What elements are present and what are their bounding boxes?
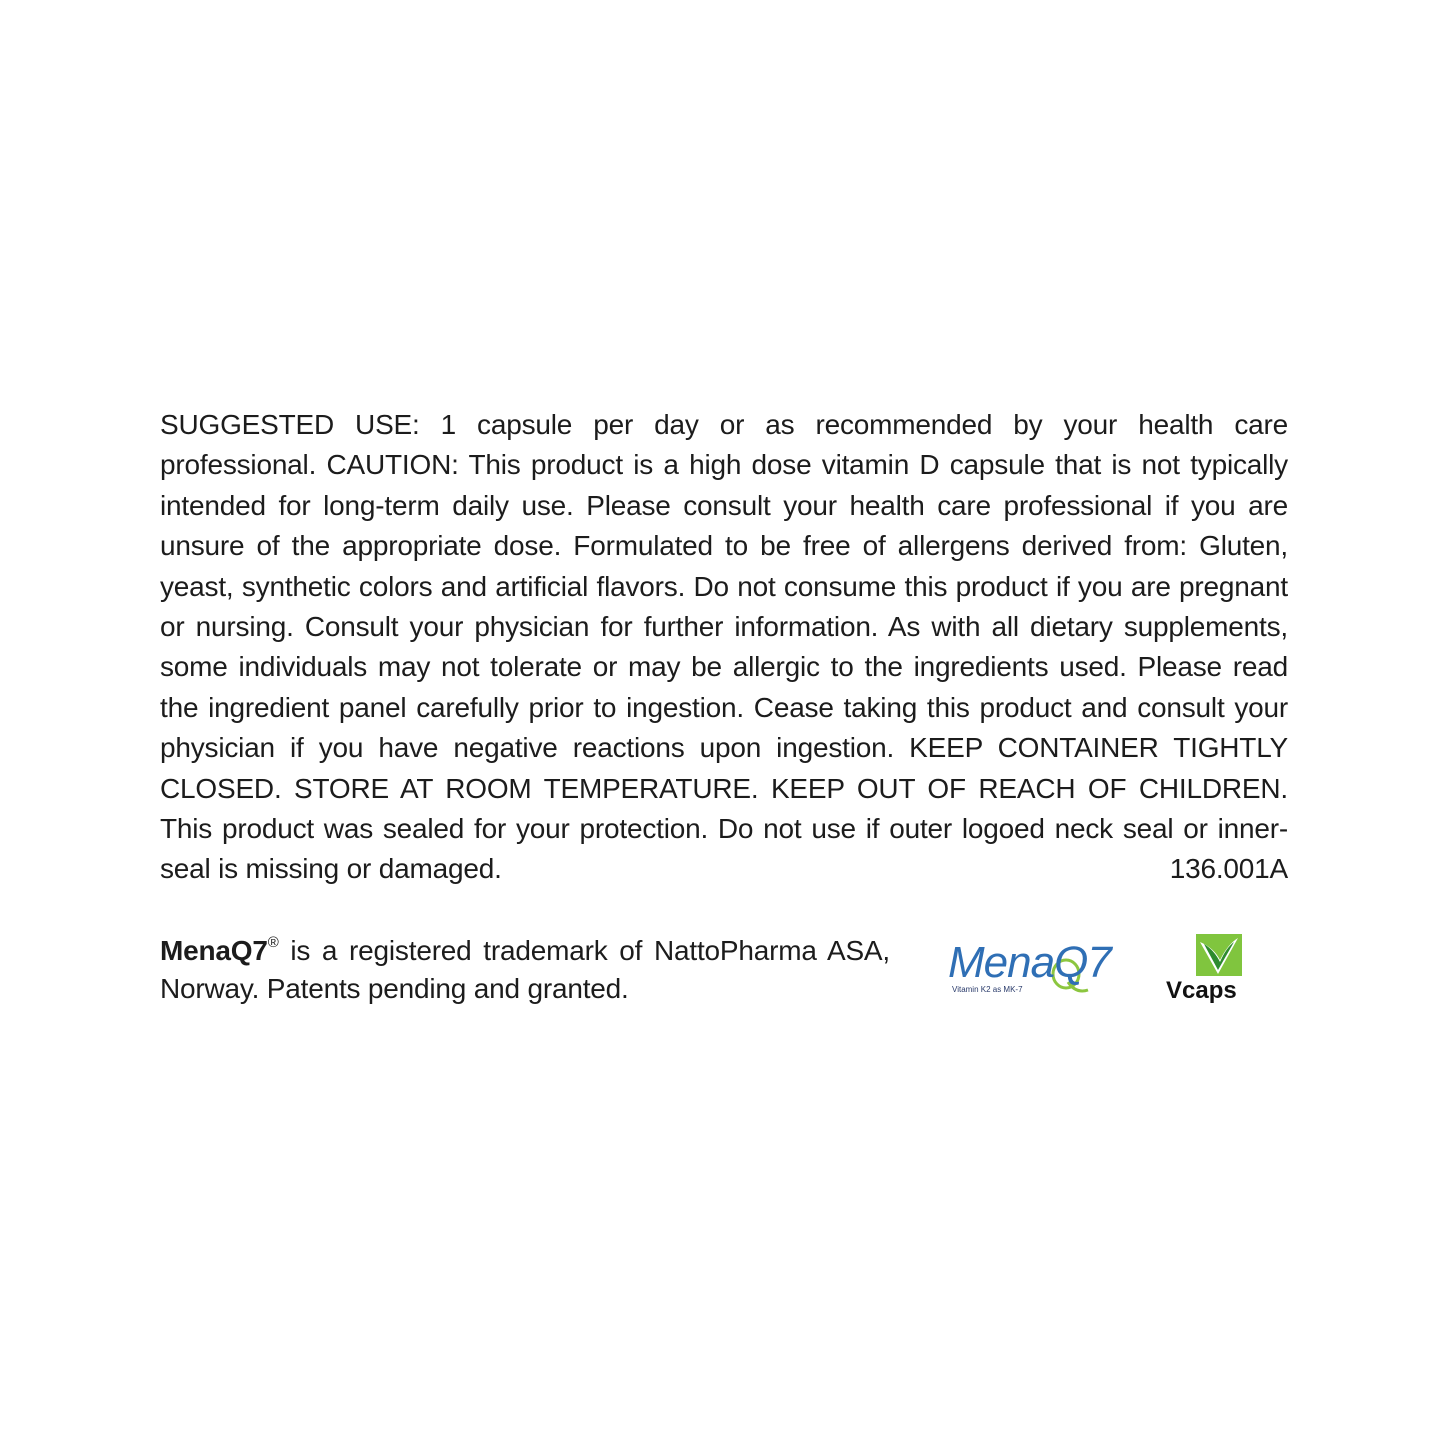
vcaps-wordmark: Vcaps	[1166, 977, 1237, 1004]
label-text-block	[160, 405, 1288, 890]
usage-paragraph: SUGGESTED USE: 1 capsule per day or as recommended by your health care professional. CAUTION: This product is a high dose vitamin D capsule that is not typically intended for long-term daily use. Please consult your health care professional if you are unsure of the appropriate dose. Formulated to be free of allergens derived from: Gluten, yeast, synthetic colors and artificial flavors. Do not consume this product if you are pregnant or nursing. Consult your physician for further information. As with all dietary supplements, some individuals may not tolerate or may be allergic to the ingredients used. Please read the ingredient panel carefully prior to ingestion. Cease taking this product and consult your physician if you have negative reactions upon ingestion. KEEP CONTAINER TIGHTLY CLOSED. STORE AT ROOM TEMPERATURE. KEEP OUT OF REACH OF CHILDREN. This product was sealed for your protection. Do not use if outer logoed neck seal or inner-seal is missing or damaged.	[160, 409, 1288, 885]
product-code: 136.001A	[1169, 853, 1288, 885]
registered-mark: ®	[267, 934, 279, 951]
trademark-brand: MenaQ7	[160, 935, 268, 966]
menaq7-tagline: Vitamin K2 as MK-7	[952, 985, 1023, 994]
trademark-text: is a registered trademark of NattoPharma ASA, Norway. Patents pending and granted.	[160, 935, 890, 1004]
menaq7-logo	[948, 938, 1128, 1000]
vcaps-logo	[1160, 930, 1290, 1010]
suggested-use-caution-text	[160, 405, 1288, 890]
menaq7-wordmark: MenaQ7	[948, 938, 1111, 987]
vcaps-leaf-icon	[1160, 930, 1290, 980]
trademark-notice	[160, 932, 890, 1008]
